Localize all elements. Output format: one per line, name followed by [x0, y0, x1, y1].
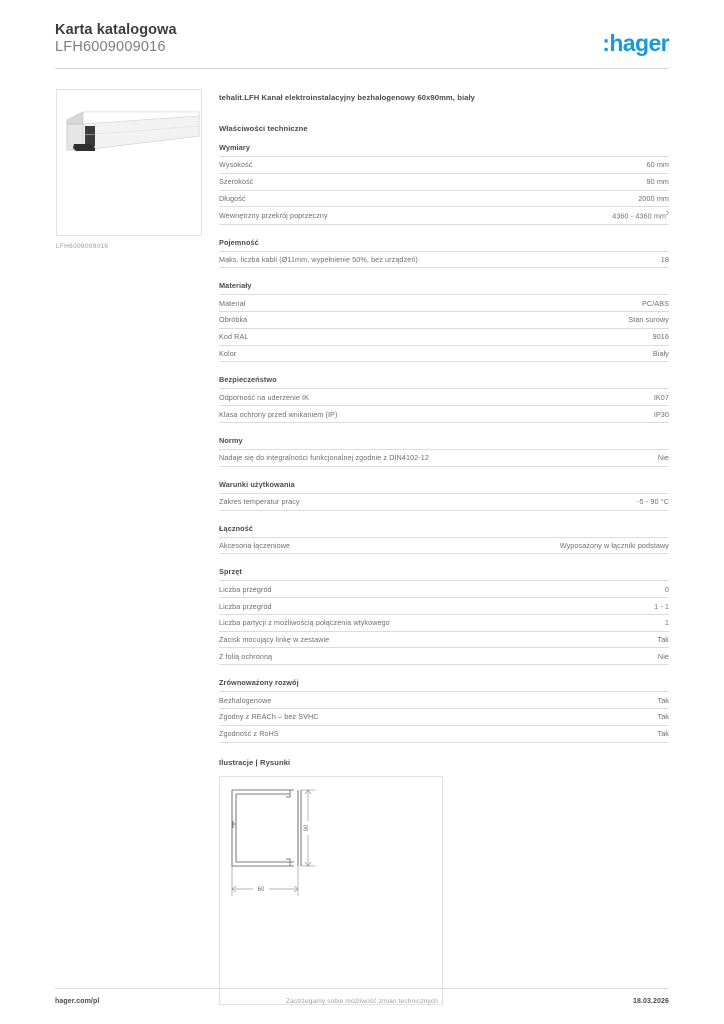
- page-header: [55, 22, 669, 64]
- spec-table: [219, 493, 669, 511]
- table-row: [219, 157, 669, 174]
- spec-key: Materiał: [219, 298, 246, 308]
- spec-group-title: Pojemność: [219, 237, 259, 247]
- spec-key: Liczba przegród: [219, 601, 272, 611]
- spec-key: Zakres temperatur pracy: [219, 497, 300, 507]
- product-description: tehalit.LFH Kanał elektroinstalacyjny bezhalogenowy 60x90mm, biały: [219, 93, 476, 102]
- spec-key: Liczba partycji z możliwością połączenia wtykowego: [219, 618, 390, 628]
- spec-group: [219, 238, 669, 269]
- table-row: [219, 312, 669, 329]
- spec-value: Biały: [652, 349, 669, 359]
- table-row: [219, 631, 669, 648]
- spec-value: -5 - 90 °C: [637, 497, 669, 507]
- spec-key: Odporność na uderzenie IK: [219, 392, 310, 402]
- drawing-height-label: 90: [304, 824, 310, 831]
- spec-key: Zgodność z RoHS: [219, 729, 279, 739]
- table-row: [219, 345, 669, 362]
- page-title: Karta katalogowa: [55, 22, 177, 38]
- cross-section-drawing: [220, 777, 442, 1004]
- spec-value: 2000 mm: [638, 193, 669, 203]
- spec-key: Zgodny z REACh – bez SVHC: [219, 712, 319, 722]
- spec-group-title: Normy: [219, 435, 243, 445]
- spec-groups: [219, 143, 669, 743]
- spec-key: Zacisk mocujący linkę w zestawie: [219, 635, 330, 645]
- spec-group-title: Warunki użytkowania: [219, 479, 295, 489]
- table-row: [219, 389, 669, 406]
- spec-key: Wewnętrzny przekrój poprzeczny: [219, 211, 328, 221]
- spec-group: [219, 143, 669, 225]
- spec-key: Nadaje się do integralności funkcjonalnej zgodnie z DIN4102-12: [219, 453, 429, 463]
- spec-table: [219, 537, 669, 555]
- spec-value: 60 mm: [646, 160, 669, 170]
- spec-value: 0: [664, 584, 669, 594]
- spec-key: Obróbka: [219, 315, 248, 325]
- table-row: [219, 725, 669, 742]
- hager-logo: :hager: [602, 30, 669, 56]
- header-divider: [55, 68, 669, 69]
- spec-value: Tak: [657, 712, 669, 722]
- spec-group: [219, 480, 669, 511]
- spec-key: Wysokość: [219, 160, 253, 170]
- footer-date: 18.03.2026: [632, 998, 669, 1005]
- main-content: [219, 93, 669, 1005]
- illustrations-title: Ilustracje | Rysunki: [219, 757, 291, 767]
- spec-group: [219, 436, 669, 467]
- spec-key: Kod RAL: [219, 332, 249, 342]
- table-row: [219, 295, 669, 312]
- spec-value: IP30: [653, 409, 669, 419]
- footer-website[interactable]: hager.com/pl: [55, 998, 100, 1005]
- page-subtitle: LFH6009009016: [55, 39, 166, 55]
- spec-value: Nie: [657, 453, 669, 463]
- spec-value: Stan surowy: [628, 315, 669, 325]
- spec-value: IK07: [653, 392, 669, 402]
- footer-divider: [55, 988, 669, 989]
- table-row: [219, 598, 669, 615]
- footer-disclaimer: Zastrzegamy sobie możliwość zmian technicznych: [286, 998, 438, 1005]
- spec-value: Tak: [657, 635, 669, 645]
- spec-key: Akcesoria łączeniowe: [219, 540, 291, 550]
- table-row: [219, 493, 669, 510]
- spec-group: [219, 375, 669, 423]
- table-row: [219, 207, 669, 224]
- spec-table: [219, 294, 669, 362]
- spec-value: 90 mm: [646, 177, 669, 187]
- spec-value: 18: [660, 254, 669, 264]
- spec-key: Bezhalogenowe: [219, 695, 272, 705]
- spec-key: Długość: [219, 193, 246, 203]
- spec-group: [219, 678, 669, 742]
- table-row: [219, 692, 669, 709]
- spec-value: Tak: [657, 695, 669, 705]
- spec-value: Nie: [657, 651, 669, 661]
- product-trunking-illustration: [61, 104, 201, 160]
- spec-key: Klasa ochrony przed wnikaniem (IP): [219, 409, 338, 419]
- table-row: [219, 614, 669, 631]
- specs-section-title: Właściwości techniczne: [219, 124, 308, 133]
- spec-table: [219, 449, 669, 467]
- spec-key: Liczba przegród: [219, 584, 272, 594]
- spec-group: [219, 567, 669, 665]
- table-row: [219, 709, 669, 726]
- table-row: [219, 449, 669, 466]
- spec-table: [219, 580, 669, 665]
- table-row: [219, 173, 669, 190]
- spec-table: [219, 691, 669, 742]
- table-row: [219, 406, 669, 423]
- table-row: [219, 581, 669, 598]
- product-image-caption: LFH6009009016: [56, 243, 109, 250]
- spec-group-title: Bezpieczeństwo: [219, 375, 277, 385]
- spec-value: PC/ABS: [642, 298, 669, 308]
- spec-key: Z folią ochronną: [219, 651, 273, 661]
- spec-key: Maks. liczba kabli (Ø11mm, wypełnienie 50%, bez urządzeń): [219, 254, 418, 264]
- spec-value: 1 - 1: [654, 601, 669, 611]
- spec-table: [219, 156, 669, 225]
- spec-key: Szerokość: [219, 177, 254, 187]
- spec-value: Wyposażony w łączniki podstawy: [559, 540, 669, 550]
- spec-group-title: Materiały: [219, 281, 252, 291]
- spec-table: [219, 251, 669, 269]
- spec-group-title: Zrównoważony rozwój: [219, 678, 299, 688]
- page-footer: [55, 998, 669, 1010]
- drawing-width-label: 60: [257, 886, 265, 893]
- spec-value: Tak: [657, 729, 669, 739]
- spec-group-title: Wymiary: [219, 143, 250, 152]
- spec-value: 1: [664, 618, 669, 628]
- spec-group: [219, 281, 669, 362]
- table-row: [219, 328, 669, 345]
- spec-table: [219, 388, 669, 423]
- table-row: [219, 190, 669, 207]
- technical-drawing: [219, 776, 443, 1005]
- spec-group: [219, 524, 669, 555]
- spec-group-title: Sprzęt: [219, 567, 242, 577]
- table-row: [219, 537, 669, 554]
- spec-group-title: Łączność: [219, 523, 254, 533]
- spec-value: 4360 - 4360 $mm^2$: [612, 210, 669, 221]
- table-row: [219, 251, 669, 268]
- spec-value: 9016: [652, 332, 669, 342]
- table-row: [219, 648, 669, 665]
- product-image: [56, 89, 202, 236]
- spec-key: Kolor: [219, 349, 237, 359]
